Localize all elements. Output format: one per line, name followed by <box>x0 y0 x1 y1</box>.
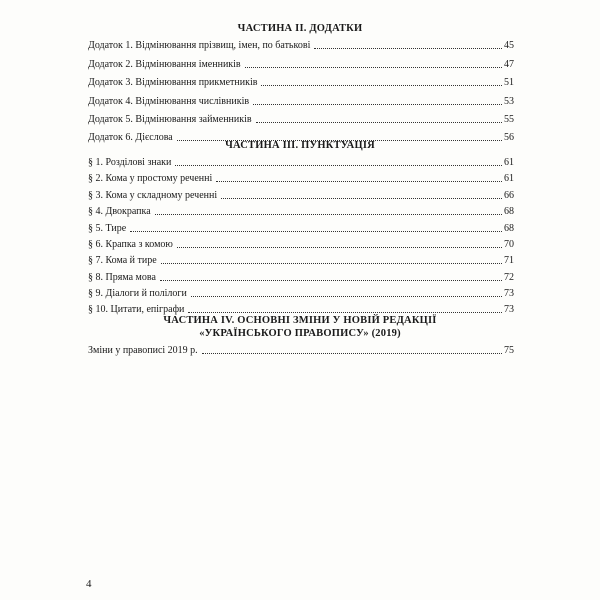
toc-entry-page: 61 <box>504 157 514 168</box>
toc-entry-page: 73 <box>504 304 514 315</box>
dot-leader <box>160 280 502 281</box>
toc-entry <box>88 286 514 300</box>
toc-entry-label: Додаток 4. Відмінювання числівників <box>88 96 250 107</box>
toc-entry <box>88 270 514 284</box>
dot-leader <box>253 104 502 105</box>
dot-leader <box>202 353 502 354</box>
toc-entry-label: Додаток 2. Відмінювання іменників <box>88 59 241 70</box>
part4-title-line1: ЧАСТИНА IV. ОСНОВНІ ЗМІНИ У НОВІЙ РЕДАКЦІЇ <box>163 315 437 326</box>
part3-title: ЧАСТИНА III. ПУНКТУАЦІЯ <box>225 140 375 151</box>
toc-entry-label: Додаток 3. Відмінювання прикметників <box>88 77 258 88</box>
toc-entry-page: 70 <box>504 239 514 250</box>
toc-entry <box>88 237 514 251</box>
dot-leader <box>188 312 502 313</box>
toc-entry-page: 51 <box>504 77 514 88</box>
toc-entry-label: § 5. Тире <box>88 223 127 234</box>
toc-entry <box>88 94 514 108</box>
toc-entry <box>88 253 514 267</box>
toc-entry-label: Зміни у правописі 2019 р. <box>88 345 198 356</box>
toc-entry-page: 75 <box>504 345 514 356</box>
dot-leader <box>221 198 502 199</box>
toc-entry-page: 66 <box>504 190 514 201</box>
dot-leader <box>161 263 502 264</box>
toc-entry-label: § 9. Діалоги й полілоги <box>88 288 187 299</box>
toc-entry <box>88 57 514 71</box>
dot-leader <box>130 231 502 232</box>
toc-entry <box>88 155 514 169</box>
toc-entry-page: 73 <box>504 288 514 299</box>
toc-entry-page: 56 <box>504 132 514 143</box>
page-number: 4 <box>86 578 92 590</box>
toc-entry-page: 53 <box>504 96 514 107</box>
toc-entry <box>88 171 514 185</box>
toc-entry-page: 55 <box>504 114 514 125</box>
toc-entry <box>88 38 514 52</box>
toc-entry-label: § 2. Кома у простому реченні <box>88 173 213 184</box>
toc-entry-page: 68 <box>504 223 514 234</box>
dot-leader <box>175 165 502 166</box>
toc-entry-label: Додаток 5. Відмінювання займенників <box>88 114 252 125</box>
toc-entry <box>88 221 514 235</box>
toc-entry <box>88 112 514 126</box>
toc-entry-page: 71 <box>504 255 514 266</box>
toc-entry-label: § 6. Крапка з комою <box>88 239 173 250</box>
dot-leader <box>245 67 502 68</box>
part2-title: ЧАСТИНА II. ДОДАТКИ <box>237 23 363 34</box>
dot-leader <box>216 181 502 182</box>
toc-entry <box>88 75 514 89</box>
toc-entry-label: § 10. Цитати, епіграфи <box>88 304 185 315</box>
dot-leader <box>261 85 502 86</box>
toc-entry-label: Додаток 6. Дієслова <box>88 132 173 143</box>
dot-leader <box>314 48 502 49</box>
part4-title-line2: «УКРАЇНСЬКОГО ПРАВОПИСУ» (2019) <box>199 328 401 339</box>
toc-entry-label: § 4. Двокрапка <box>88 206 151 217</box>
dot-leader <box>177 247 502 248</box>
dot-leader <box>155 214 502 215</box>
toc-entry <box>88 343 514 357</box>
dot-leader <box>256 122 502 123</box>
toc-entry-label: § 3. Кома у складному реченні <box>88 190 218 201</box>
toc-entry-page: 72 <box>504 272 514 283</box>
toc-entry-page: 45 <box>504 40 514 51</box>
toc-entry-label: § 8. Пряма мова <box>88 272 156 283</box>
toc-entry <box>88 188 514 202</box>
dot-leader <box>191 296 502 297</box>
toc-entry-label: § 1. Розділові знаки <box>88 157 172 168</box>
toc-entry-page: 47 <box>504 59 514 70</box>
toc-entry-page: 61 <box>504 173 514 184</box>
toc-entry-label: Додаток 1. Відмінювання прізвищ, імен, по батькові <box>88 40 311 51</box>
toc-entry-label: § 7. Кома й тире <box>88 255 157 266</box>
toc-entry <box>88 204 514 218</box>
toc-entry-page: 68 <box>504 206 514 217</box>
